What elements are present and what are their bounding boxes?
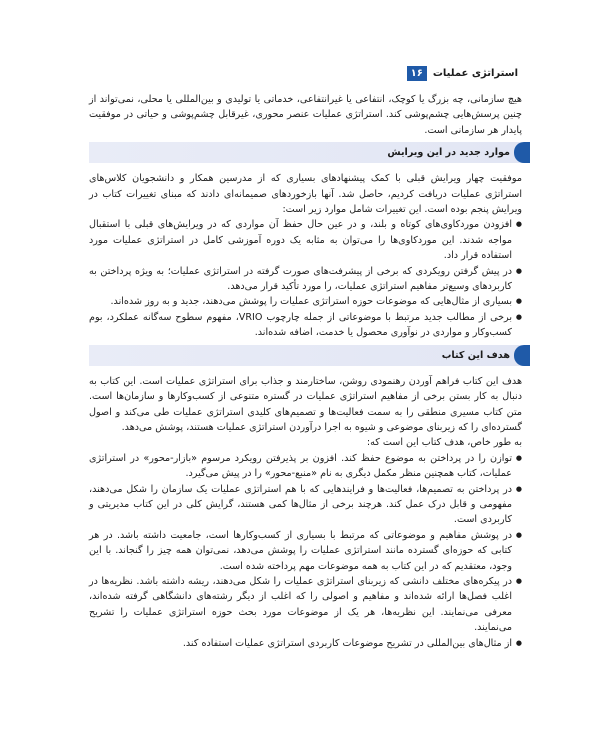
page-number: ۱۶ <box>407 66 427 81</box>
goal-paragraph: هدف این کتاب فراهم آوردن رهنمودی روشن، ساختارمند و جذاب برای استراتژی عملیات است. این کتاب به دنبال به کار بستن برخی از مفاهیم استراتژی عملیات در گستره متنوعی از کسب‌وکارها و سازمان‌ها است. متن کتاب مسیری منطقی را به سمت فعالیت‌ها و تصمیم‌های کلیدی استراتژی عملیات طی می‌کند و اصول گسترده‌ای را که زیربنای موضوعی و شیوه به اجرا درآوردن استراتژی عملیات هستند، پوشش می‌دهد. <box>89 375 522 433</box>
list-item: ● افزودن موردکاوی‌های کوتاه و بلند، و در عین حال حفظ آن مواردی که در ویرایش‌های قبلی با استقبال مواجه شدند. این موردکاوی‌ها را می‌توان به مثابه یک دوره آموزشی کامل در استراتژی عملیات مورد استفاده قرار داد. <box>89 217 522 263</box>
running-header <box>407 66 518 81</box>
list-item: ● توازن را در پرداختن به موضوع حفظ کند. افزون بر پذیرفتن رویکرد مرسوم «بازار-محور» در استراتژی عملیات، کتاب همچنین منظر مکمل دیگری به نام «منبع-محور» را در پیش می‌گیرد. <box>89 451 522 482</box>
page-body <box>89 92 522 651</box>
list-item: ● برخی از مطالب جدید مرتبط با موضوعاتی از جمله چارچوب VRIO، مفهوم سطوح سه‌گانه عملکرد، بوم کسب‌وکار و مواردی در نوآوری محصول یا خدمت، اضافه شده‌اند. <box>89 310 522 341</box>
new-edition-paragraph: موفقیت چهار ویرایش قبلی با کمک پیشنهادهای بسیاری که از مدرسین همکار و دانشجویان کلاس‌های استراتژی عملیات دریافت کردیم، حاصل شد. آنها بازخوردهای صمیمانه‌ای دادند که مبنای تغییرات کتاب در ویرایش پنجم بوده است. این تغییرات شامل موارد زیر است: <box>89 173 522 216</box>
intro-paragraph: هیچ سازمانی، چه بزرگ یا کوچک، انتفاعی یا غیرانتفاعی، خدماتی یا تولیدی و بین‌المللی یا محلی، نمی‌تواند از چنین پرسش‌هایی چشم‌پوشی کند. استراتژی عملیات عنصر محوری، غیرقابل چشم‌پوشی و حیاتی در موفقیت پایدار هر سازمانی است. <box>89 94 522 136</box>
section-heading-new <box>89 142 522 163</box>
section-title-goal: هدف این کتاب <box>441 349 510 361</box>
section-tab-marker <box>514 142 530 163</box>
list-item: ● بسیاری از مثال‌هایی که موضوعات حوزه استراتژی عملیات را پوشش می‌دهند، جدید و به روز شده‌اند. <box>89 294 522 309</box>
list-item: ● از مثال‌های بین‌المللی در تشریح موضوعات کاربردی استراتژی عملیات استفاده کند. <box>89 636 522 651</box>
list-item: ● در پیکره‌های مختلف دانشی که زیربنای استراتژی عملیات را شکل می‌دهند، ریشه داشته باشد. نظریه‌ها در اغلب فصل‌ها ارائه شده‌اند و مفاهیم و اصولی را که اغلب از دیگر رشته‌های دانشگاهی گرفته شده‌اند، معرفی می‌نمایند. این نظریه‌ها، هر یک از موضوعات مورد بحث حوزه استراتژی عملیات را تشریح می‌نمایند. <box>89 574 522 636</box>
section-title-new: موارد جدید در این ویرایش <box>387 147 510 159</box>
new-edition-list <box>89 217 522 340</box>
section-heading-goal <box>89 345 522 366</box>
goal-lead: به طور خاص، هدف کتاب این است که: <box>366 437 522 449</box>
goal-list <box>89 451 522 651</box>
list-item: ● در پیش گرفتن رویکردی که برخی از پیشرفت‌های صورت گرفته در استراتژی عملیات؛ به ویژه پرداختن به کاربردهای وسیع‌تر مفاهیم استراتژی عملیات، را مورد تأکید قرار می‌دهد. <box>89 264 522 295</box>
list-item: ● در پرداختن به تصمیم‌ها، فعالیت‌ها و فرایندهایی که با هم استراتژی عملیات یک سازمان را شکل می‌دهند، مفهومی و قابل درک عمل کند. هرچند برخی از مثال‌ها کمی هستند، گرایش کلی در این کتاب مدیریتی و کاربردی است. <box>89 482 522 528</box>
running-title: استراتژی عملیات <box>432 68 518 79</box>
section-tab-marker <box>514 345 530 366</box>
list-item: ● در پوشش مفاهیم و موضوعاتی که مرتبط با بسیاری از کسب‌وکارها است، جامعیت داشته باشد. در هر کتابی که حوزه‌ای گسترده مانند استراتژی عملیات را پوشش می‌دهد، نمی‌توان همه چیز را گنجاند. با این وجود، معتقدیم که در این کتاب به همه موضوعات مهم پرداخته شده است. <box>89 528 522 574</box>
